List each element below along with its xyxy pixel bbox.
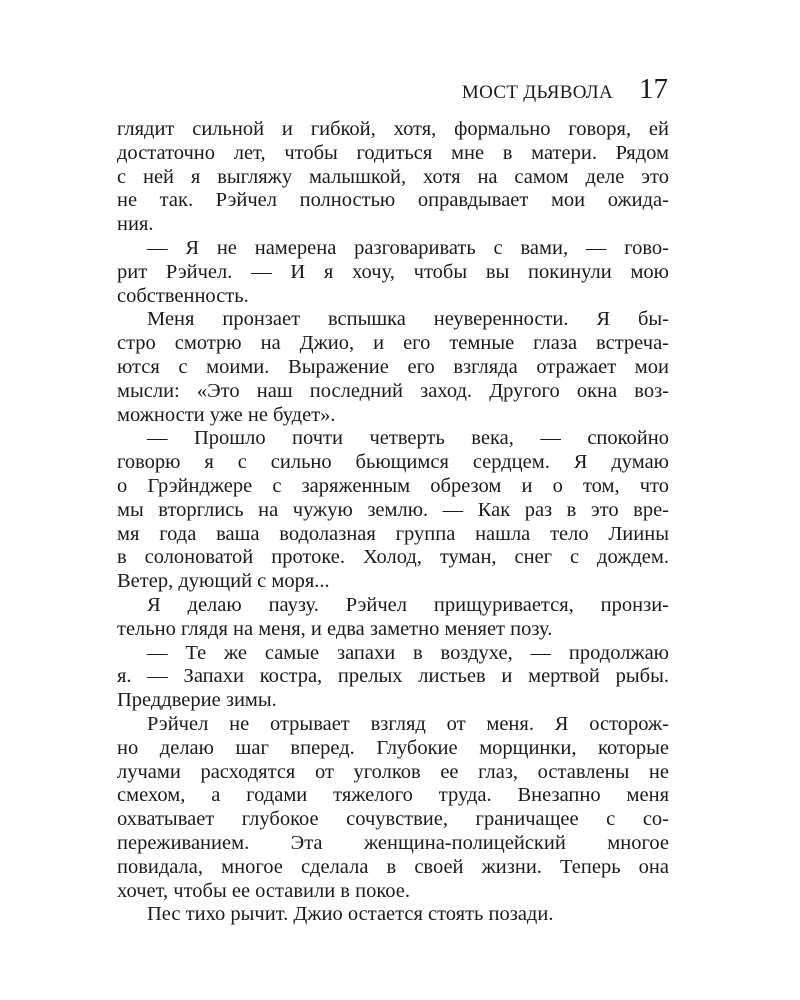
text-line: — Я не намерена разговаривать с вами, — гово- — [147, 236, 669, 259]
text-line: стро смотрю на Джио, и его темные глаза встреча- — [117, 332, 669, 355]
text-line: мысли: «Это наш последний заход. Другого окна воз- — [117, 379, 669, 402]
text-line: не так. Рэйчел полностью оправдывает мои ожида- — [117, 189, 669, 212]
text-line: хочет, чтобы ее оставили в покое. — [117, 879, 410, 902]
text-line: ния. — [117, 213, 154, 236]
text-line: говорю я с сильно бьющимся сердцем. Я думаю — [117, 451, 669, 474]
page-number: 17 — [639, 73, 668, 105]
text-line: но делаю шаг вперед. Глубокие морщинки, которые — [117, 736, 669, 759]
body-text — [117, 118, 669, 927]
text-line: Преддверие зимы. — [117, 689, 277, 712]
text-line: в солоноватой протоке. Холод, туман, снег с дождем. — [117, 546, 669, 569]
text-line: ются с моими. Выражение его взгляда отражает мои — [117, 355, 669, 378]
running-title: МОСТ ДЬЯВОЛА — [461, 82, 613, 103]
text-line: — Прошло почти четверть века, — спокойно — [147, 427, 669, 450]
text-line: смехом, а годами тяжелого труда. Внезапно меня — [117, 784, 669, 807]
text-line: о Грэйнджере с заряженным обрезом и о том, что — [117, 474, 669, 497]
text-line: лучами расходятся от уголков ее глаз, оставлены не — [117, 760, 669, 783]
text-line: переживанием. Эта женщина-полицейский многое — [117, 831, 669, 854]
text-line: глядит сильной и гибкой, хотя, формально говоря, ей — [117, 118, 669, 140]
text-line: Рэйчел не отрывает взгляд от меня. Я осторож- — [147, 712, 669, 735]
text-line: охватывает глубокое сочувствие, граничащее с со- — [117, 808, 669, 831]
text-line: Я делаю паузу. Рэйчел прищуривается, пронзи- — [147, 593, 669, 616]
text-line: — Те же самые запахи в воздухе, — продолжаю — [147, 641, 669, 664]
text-line: Пес тихо рычит. Джио остается стоять позади. — [147, 903, 554, 926]
text-line: Ветер, дующий с моря... — [117, 570, 330, 593]
text-line: можности уже не будет». — [117, 403, 336, 426]
running-head — [0, 73, 668, 106]
text-line: я. — Запахи костра, прелых листьев и мертвой рыбы. — [117, 665, 669, 688]
text-line: Меня пронзает вспышка неуверенности. Я бы- — [147, 308, 669, 331]
text-line: мя года ваша водолазная группа нашла тело Лиины — [117, 522, 669, 545]
text-line: повидала, многое сделала в своей жизни. Теперь она — [117, 855, 669, 878]
text-line: с ней я выгляжу малышкой, хотя на самом деле это — [117, 165, 669, 188]
text-line: рит Рэйчел. — И я хочу, чтобы вы покинули мою — [117, 260, 669, 283]
text-line: достаточно лет, чтобы годиться мне в матери. Рядом — [117, 141, 669, 164]
text-line: собственность. — [117, 284, 249, 307]
text-line: мы вторглись на чужую землю. — Как раз в это вре- — [117, 498, 669, 521]
text-line: тельно глядя на меня, и едва заметно меняет позу. — [117, 617, 553, 640]
